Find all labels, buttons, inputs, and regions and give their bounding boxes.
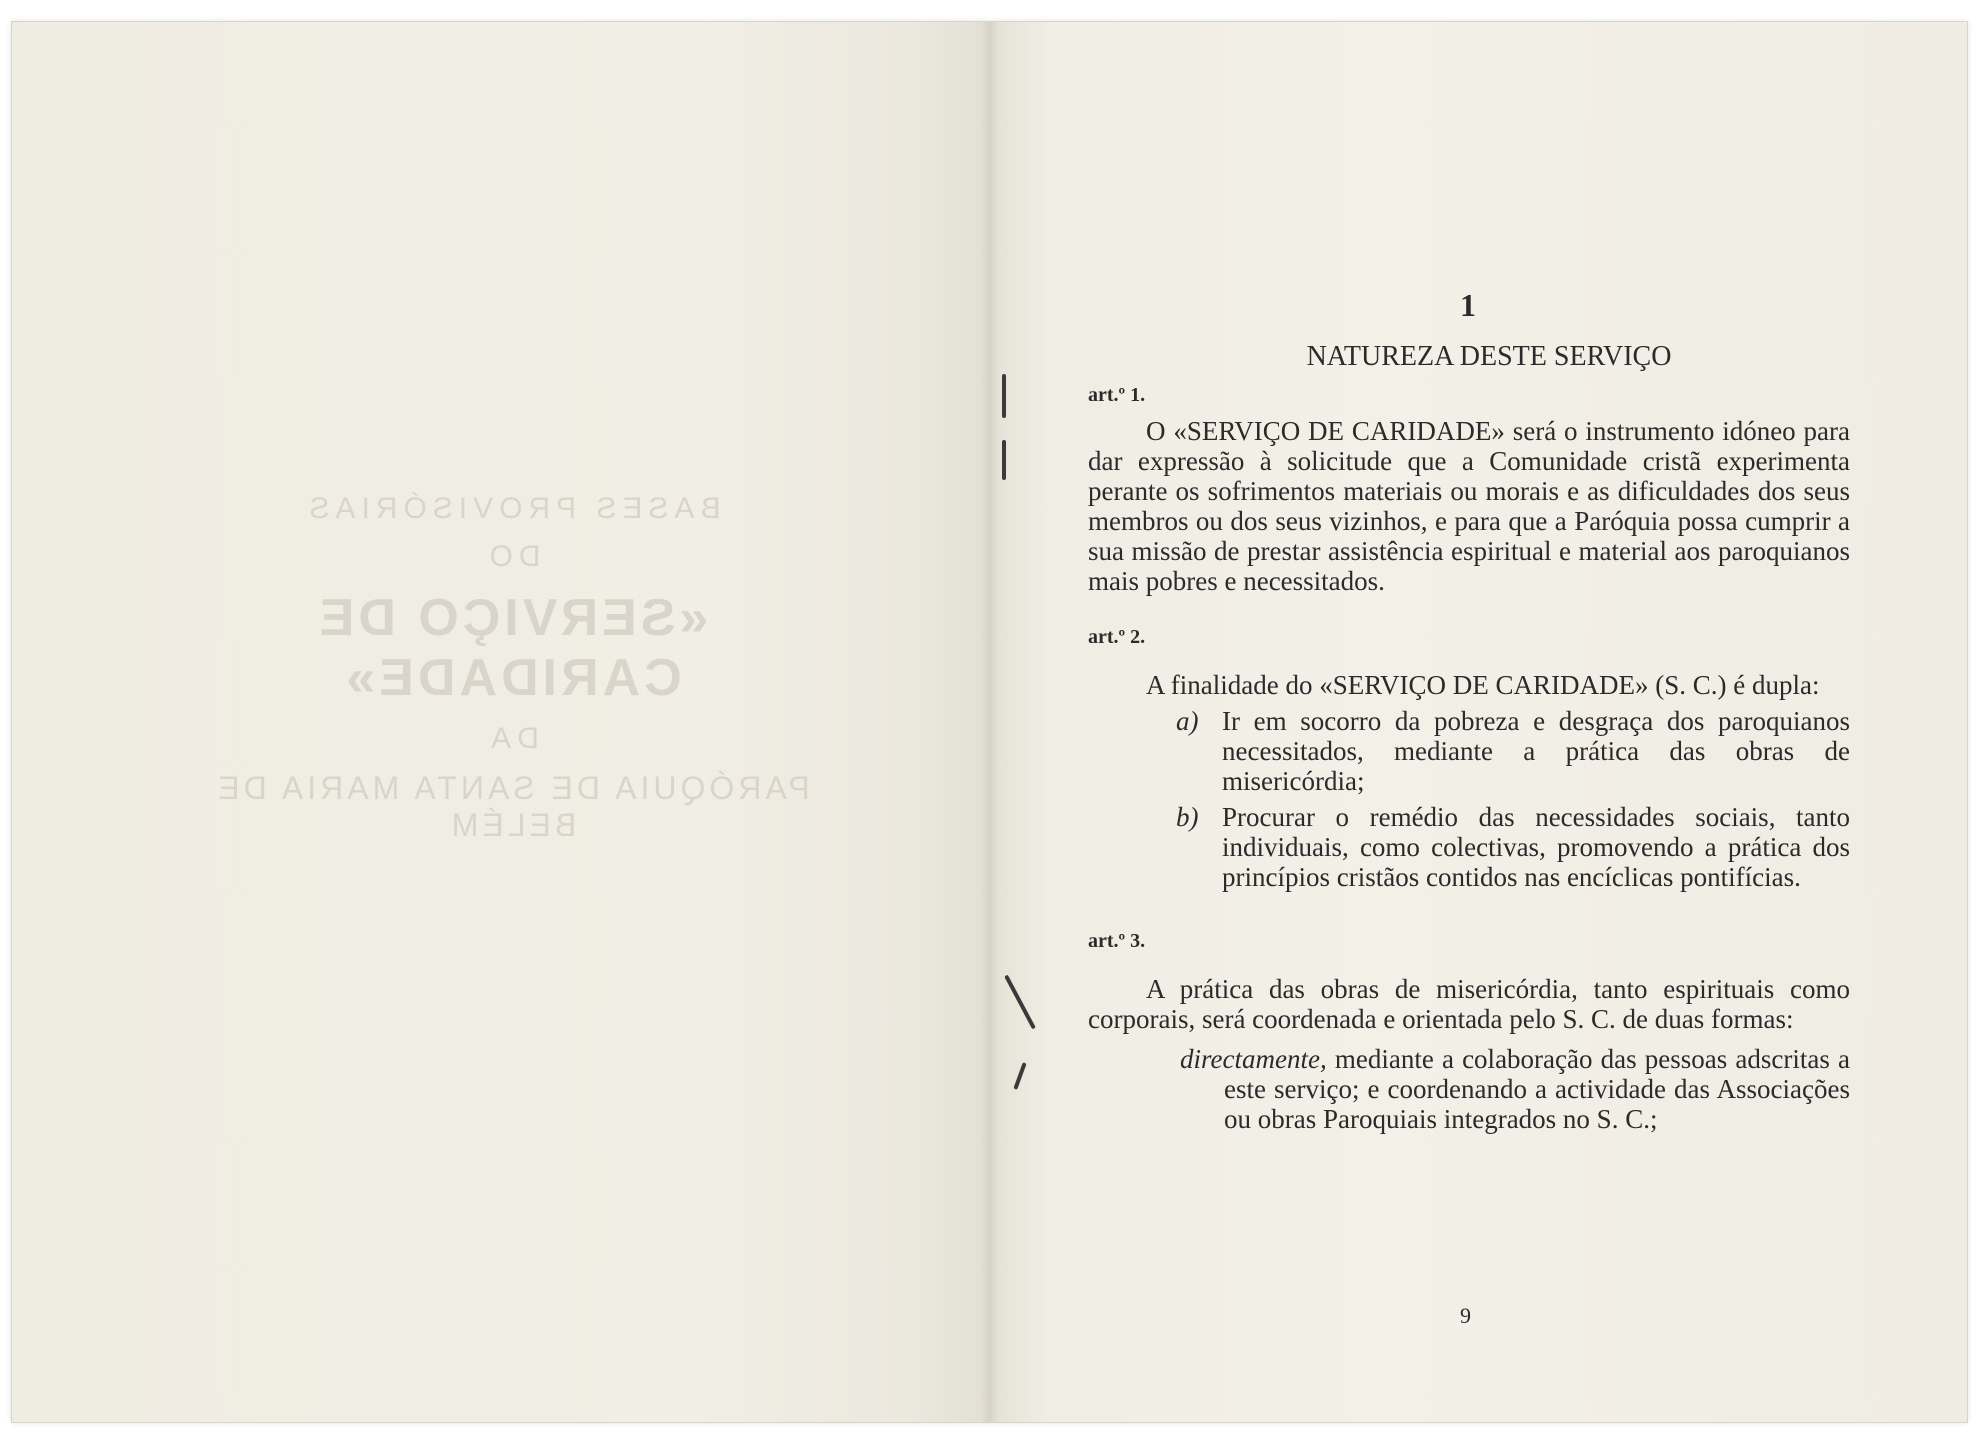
article-3-text: A prática das obras de misericórdia, tanto espirituais como corporais, será coordenada e orientada pelo S. C. de duas formas: xyxy=(1088,974,1850,1034)
bleed-through-text xyxy=(162,492,862,844)
list-item xyxy=(1176,706,1850,796)
list-item xyxy=(1176,802,1850,892)
ghost-line: DO xyxy=(483,540,541,573)
page-number: 9 xyxy=(1460,1303,1471,1328)
list-item xyxy=(1180,1044,1850,1134)
article-label: art.º 3. xyxy=(1088,930,1146,952)
staple-top xyxy=(1002,374,1006,418)
article-label: art.º 1. xyxy=(1088,384,1146,406)
item-text: Procurar o remédio das necessidades sociais, tanto individuais, como colectivas, promovendo a prática dos princípios cristãos contidos nas encíclicas pontifícias. xyxy=(1222,802,1850,892)
chapter-number: 1 xyxy=(1460,287,1476,323)
article-label: art.º 2. xyxy=(1088,626,1146,648)
ghost-line: «SERVIÇO DE CARIDADE» xyxy=(315,589,709,707)
article-1-text: O «SERVIÇO DE CARIDADE» será o instrumento idóneo para dar expressão à solicitude que a Comunidade cristã experimenta perante os sofrimentos materiais ou morais e as dificuldades dos seus membros ou dos seus vizinhos, e para que a Paróquia possa cumprir a sua missão de prestar assistência espiritual e material aos paroquianos mais pobres e necessitados. xyxy=(1088,416,1850,596)
article-2-text: A finalidade do «SERVIÇO DE CARIDADE» (S. C.) é dupla: xyxy=(1146,670,1820,700)
spine-fold xyxy=(980,22,1000,1422)
page-body xyxy=(1088,287,1850,1134)
item-marker: a) xyxy=(1176,706,1199,736)
item-lead: directamente, xyxy=(1180,1044,1327,1074)
left-page xyxy=(12,22,990,1422)
ghost-line: PARÓQUIA DE SANTA MARIA DE BELÉM xyxy=(214,770,810,843)
ghost-line: BASES PROVISÓRIAS xyxy=(303,492,721,525)
item-marker: b) xyxy=(1176,802,1199,832)
ghost-line: DA xyxy=(485,722,539,755)
item-text: mediante a colaboração das pessoas adscritas a este serviço; e coordenando a actividade das Associações ou obras Paroquiais integrados no S. C.; xyxy=(1224,1044,1850,1134)
chapter-title: NATUREZA DESTE SERVIÇO xyxy=(1306,341,1672,372)
item-text: Ir em socorro da pobreza e desgraça dos paroquianos necessitados, mediante a prática das obras de misericórdia; xyxy=(1222,706,1850,796)
staple-top-lower xyxy=(1002,440,1006,480)
